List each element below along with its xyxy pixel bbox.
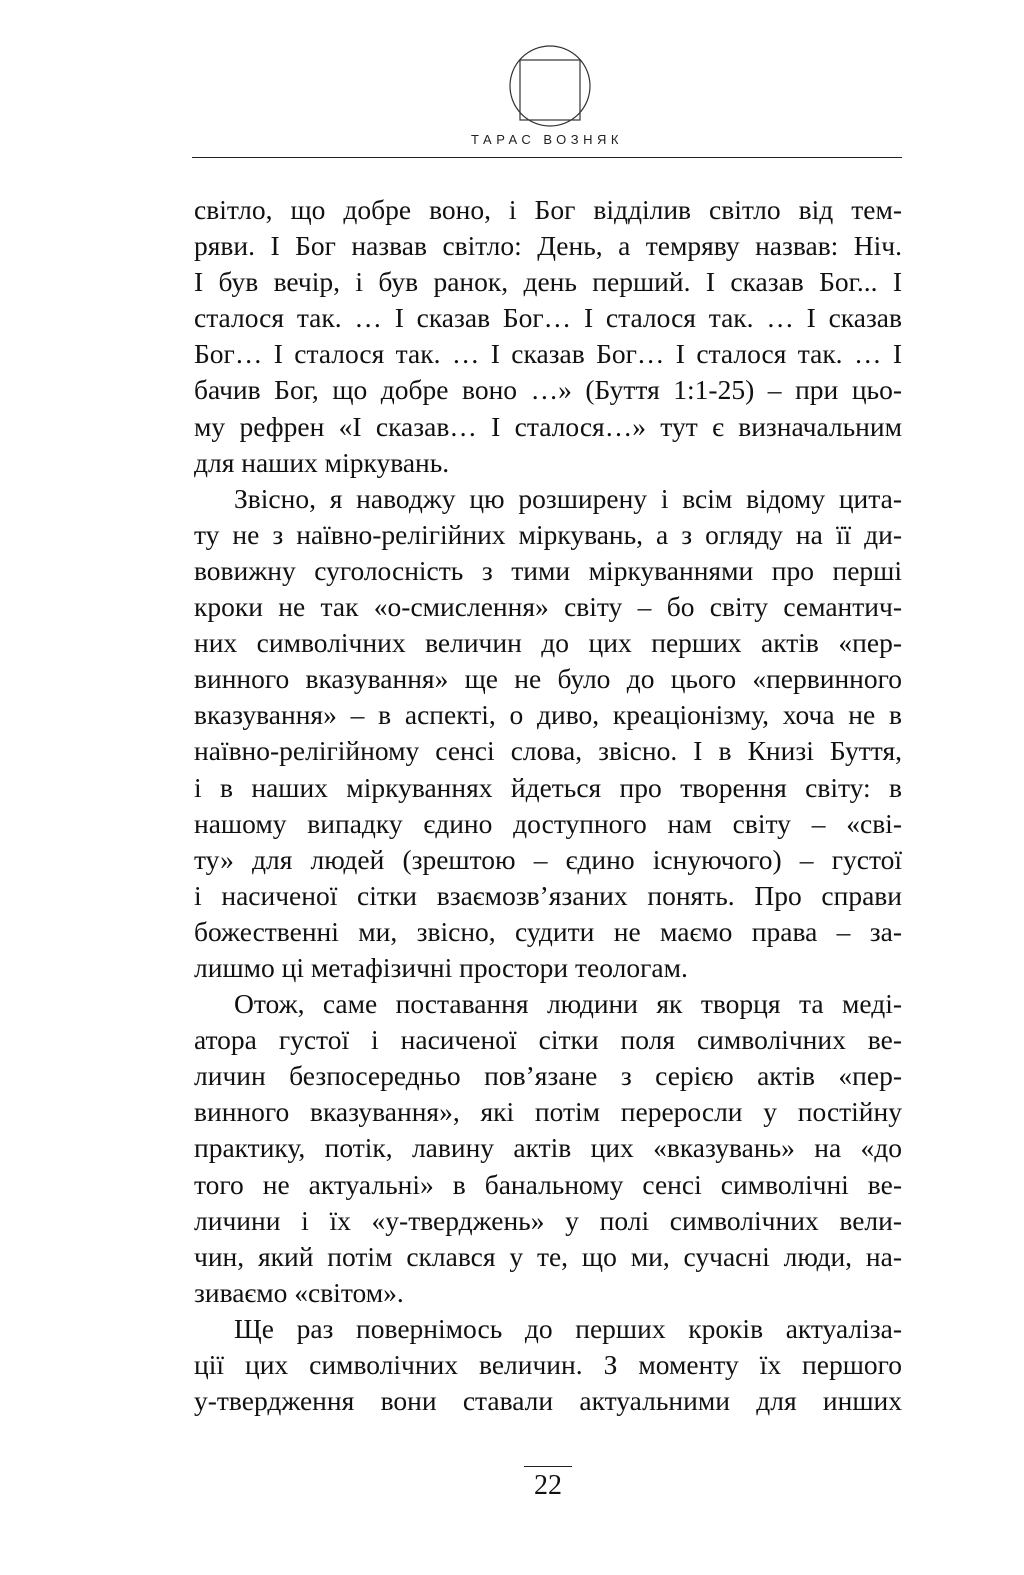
- text-line: Отож, саме поставання людини як творця та меді-: [234, 988, 902, 1020]
- text-line: зиваємо «світом».: [194, 1276, 404, 1308]
- text-line: ряви. І Бог назвав світло: День, а темряву назвав: Ніч.: [194, 230, 902, 262]
- text-line: наївно-релігійному сенсі слова, звісно. І в Книзі Буття,: [194, 735, 902, 767]
- text-line: практику, потік, лавину актів цих «вказувань» на «до: [194, 1132, 902, 1164]
- text-line: му рефрен «І сказав… І сталося…» тут є визначальним: [194, 410, 902, 442]
- text-line: божественні ми, звісно, судити не маємо права – за-: [194, 915, 902, 947]
- text-line: винного вказування» ще не було до цього «первинного: [194, 663, 902, 695]
- page-number: 22: [534, 1470, 562, 1501]
- text-line: сталося так. … І сказав Бог… І сталося так. … І сказав: [194, 302, 902, 334]
- text-line: атора густої і насиченої сітки поля символічних ве-: [194, 1024, 902, 1056]
- running-head-author: ТАРАС ВОЗНЯК: [471, 132, 623, 147]
- text-line: того не актуальні» в банальному сенсі символічні ве-: [194, 1168, 902, 1200]
- text-line: Ще раз повернімось до перших кроків актуаліза-: [234, 1312, 902, 1344]
- text-line: кроки не так «о-смислення» світу – бо світу семантич-: [194, 591, 902, 623]
- text-line: І був вечір, і був ранок, день перший. І сказав Бог... І: [194, 266, 902, 298]
- text-line: личини і їх «у-тверджень» у полі символічних вели-: [194, 1204, 902, 1236]
- text-line: личин безпосередньо пов’язане з серією актів «пер-: [194, 1060, 902, 1092]
- text-line: лишмо ці метафізичні простори теологам.: [194, 951, 688, 983]
- text-line: Бог… І сталося так. … І сказав Бог… І сталося так. … І: [194, 338, 902, 370]
- text-line: у-твердження вони ставали актуальними для инших: [194, 1385, 902, 1417]
- text-line: ту» для людей (зрештою – єдино існуючого) – густої: [194, 843, 902, 875]
- circle-square-logo-icon: [508, 44, 592, 128]
- text-line: них символічних величин до цих перших актів «пер-: [194, 627, 902, 659]
- body-text: [194, 192, 902, 1419]
- text-line: бачив Бог, що добре воно …» (Буття 1:1-25) – при цьо-: [194, 374, 902, 406]
- text-line: нашому випадку єдино доступного нам світу – «сві-: [194, 807, 902, 839]
- text-line: для наших міркувань.: [194, 446, 450, 478]
- text-line: вказування» – в аспекті, о диво, креаціонізму, хоча не в: [194, 699, 902, 731]
- text-line: винного вказування», які потім переросли у постійну: [194, 1096, 902, 1128]
- text-line: і в наших міркуваннях йдеться про творення світу: в: [194, 771, 902, 803]
- text-line: вовижну суголосність з тими міркуваннями про перші: [194, 554, 902, 586]
- text-line: і насиченої сітки взаємозв’язаних понять. Про справи: [194, 879, 902, 911]
- header-rule: [192, 157, 902, 158]
- text-line: чин, який потім склався у те, що ми, сучасні люди, на-: [194, 1240, 902, 1272]
- text-line: світло, що добре воно, і Бог відділив світло від тем-: [194, 194, 902, 225]
- text-line: Звісно, я наводжу цю розширену і всім відому цита-: [234, 482, 902, 514]
- text-line: ції цих символічних величин. З моменту їх першого: [194, 1349, 902, 1380]
- text-line: ту не з наївно-релігійних міркувань, а з огляду на її ди-: [194, 518, 902, 550]
